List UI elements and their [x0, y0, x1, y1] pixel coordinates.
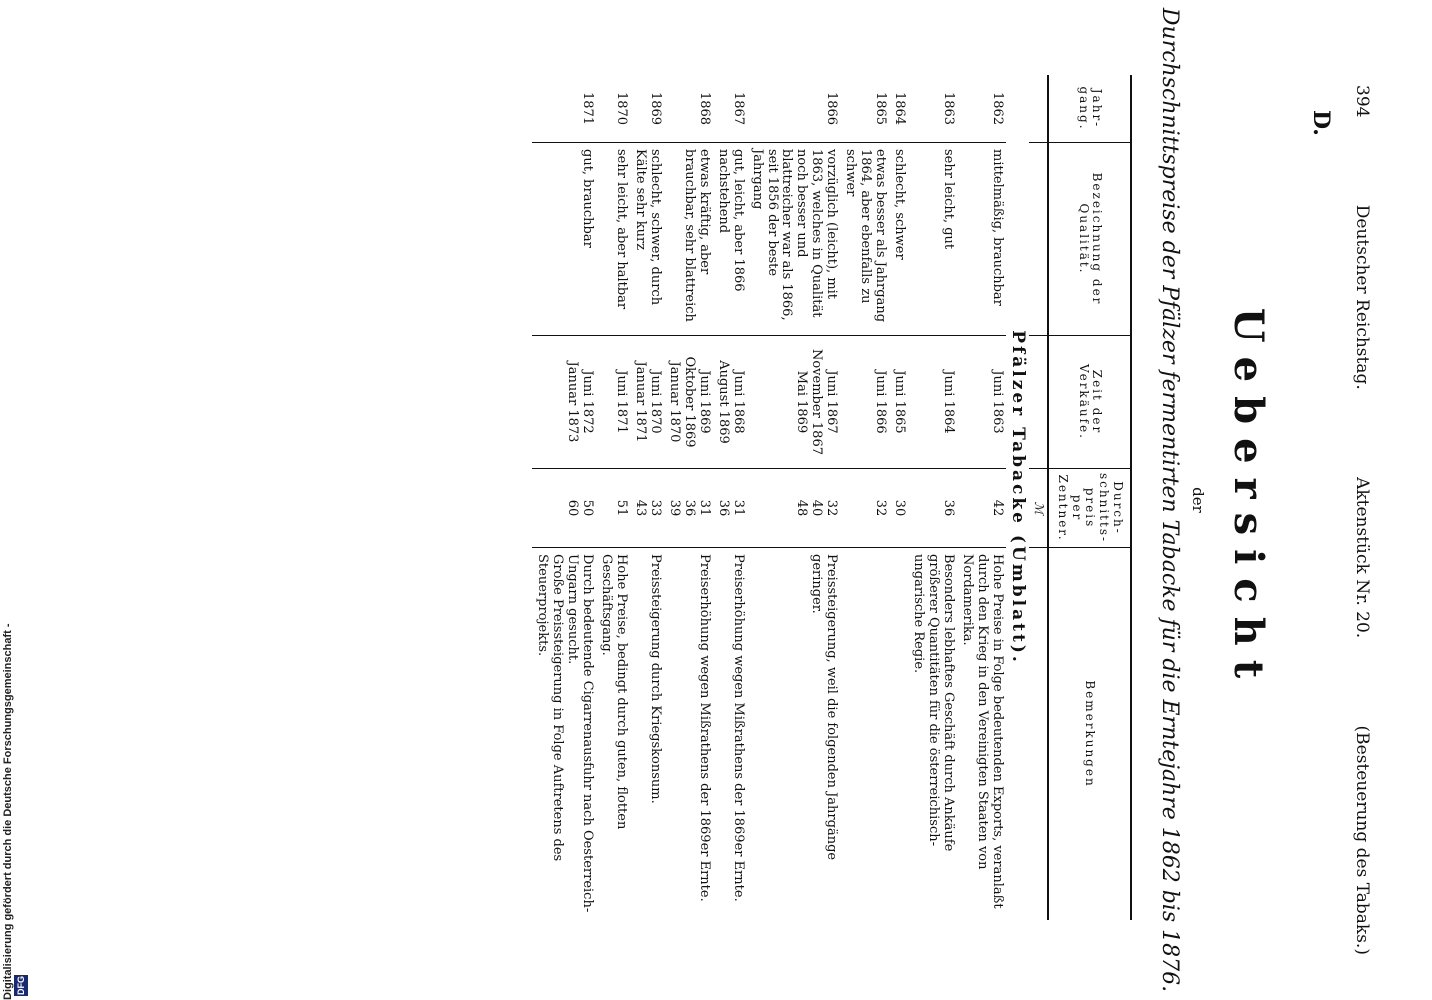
running-header — [1352, 85, 1372, 955]
header-remarks: Bemerkungen — [1048, 548, 1131, 920]
section-letter: D. — [1308, 110, 1334, 136]
table-row — [908, 75, 957, 920]
cell-year: 1871 — [580, 91, 596, 126]
cell-time: Juni 1870 Januar 1871 — [630, 336, 664, 469]
page-subtitle: Durchschnittspreise der Pfälzer fermentirten Tabacke für die Erntejahre 1862 bis 1876. — [1157, 7, 1182, 993]
cell-price: 33 43 — [630, 469, 664, 548]
title-connector: der — [1189, 487, 1207, 513]
table-row — [532, 75, 596, 920]
table-row — [713, 75, 747, 920]
cell-remarks: Hohe Preise, bedingt durch guten, flotten Geschäftsgang. — [596, 548, 630, 920]
cell-year: 1866 — [824, 91, 840, 126]
cell-year: 1870 — [614, 91, 630, 126]
cell-price: 51 — [596, 469, 630, 548]
cell-remarks: Preiserhöhung wegen Mißrathens der 1869er Ernte. — [713, 548, 747, 920]
cell-price: 30 — [889, 469, 908, 548]
cell-remarks: Preiserhöhung wegen Mißrathens der 1869er Ernte. — [664, 548, 713, 920]
cell-time: Juni 1863 — [957, 336, 1006, 469]
cell-quality: sehr leicht, gut — [908, 143, 957, 336]
table-row — [664, 75, 713, 920]
cell-year: 1864 — [892, 91, 908, 126]
cell-time: Juni 1866 — [840, 336, 889, 469]
cell-year: 1868 — [696, 91, 712, 126]
section-heading-row — [1006, 75, 1030, 920]
cell-price: 50 60 — [532, 469, 596, 548]
cell-remarks — [889, 548, 908, 920]
cell-price: 36 — [908, 469, 957, 548]
cell-quality: gut, brauchbar — [532, 143, 596, 336]
unit-row — [1029, 75, 1048, 920]
table-row — [596, 75, 630, 920]
cell-remarks: Besonders lebhaftes Geschäft durch Ankäufe größerer Quantitäten für die österreichisch-ungarische Regie. — [908, 548, 957, 920]
cell-quality: etwas besser als Jahrgang 1864, aber ebenfalls zu schwer — [840, 143, 889, 336]
cell-quality: schlecht, schwer — [889, 143, 908, 336]
table-row — [957, 75, 1006, 920]
cell-time: Juni 1869 Oktober 1869 Januar 1870 — [664, 336, 713, 469]
table-row — [747, 75, 841, 920]
page-number: 394 — [1352, 85, 1372, 118]
cell-quality: mittelmäßig, brauchbar — [957, 143, 1006, 336]
cell-year: 1869 — [647, 91, 663, 126]
table-row — [840, 75, 889, 920]
cell-time: Juni 1865 — [889, 336, 908, 469]
cell-time: Juni 1872 Januar 1873 — [532, 336, 596, 469]
cell-year: 1867 — [730, 91, 746, 126]
cell-quality: gut, leicht, aber 1866 nachstehend — [713, 143, 747, 336]
table-header-row — [1048, 75, 1131, 920]
cell-quality: vorzüglich (leicht), mit 1863, welches in Qualität noch besser und blattreicher war als 1866, seit 1856 der beste Jahrgang — [747, 143, 841, 336]
header-price: Durch-schnitts-preis per Zentner. — [1048, 469, 1131, 548]
cell-time: Juni 1864 — [908, 336, 957, 469]
header-left: Deutscher Reichstag. — [1352, 204, 1372, 390]
cell-price: 31 36 39 — [664, 469, 713, 548]
cell-time: Juni 1871 — [596, 336, 630, 469]
cell-price: 42 — [957, 469, 1006, 548]
cell-time: Juni 1868 August 1869 — [713, 336, 747, 469]
cell-quality: etwas kräftig, aber brauchbar, sehr blattreich — [664, 143, 713, 336]
digitization-text: Digitalisierung gefördert durch die Deutsche Forschungsgemeinschaft - — [2, 623, 14, 1000]
price-table — [532, 75, 1132, 920]
cell-price: 31 36 — [713, 469, 747, 548]
cell-quality: sehr leicht, aber haltbar — [596, 143, 630, 336]
page-title: Uebersicht — [1225, 307, 1272, 693]
header-center: Aktenstück Nr. 20. — [1352, 477, 1372, 639]
header-right: (Besteuerung des Tabaks.) — [1352, 725, 1372, 955]
cell-year: 1863 — [940, 91, 956, 126]
price-unit: ℳ — [1029, 469, 1048, 548]
header-quality: Bezeichnung der Qualität. — [1048, 143, 1131, 336]
cell-remarks: Durch bedeutende Cigarrenausfuhr nach Oesterreich-Ungarn gesucht. Große Preissteigerung in Folge Auftretens des Steuerprojekts. — [532, 548, 596, 920]
cell-price: 32 — [840, 469, 889, 548]
cell-remarks: Preissteigerung, weil die folgenden Jahrgänge geringer. — [747, 548, 841, 920]
cell-time: Juni 1867 November 1867 Mai 1869 — [747, 336, 841, 469]
cell-remarks: Hohe Preise in Folge bedeutenden Exports, veranlaßt durch den Krieg in den Vereinigten Staaten von Nordamerika. — [957, 548, 1006, 920]
cell-year: 1862 — [989, 91, 1005, 126]
cell-year: 1865 — [873, 91, 889, 126]
header-year: Jahr-gang. — [1048, 75, 1131, 143]
table-row — [630, 75, 664, 920]
cell-quality: schlecht, schwer, durch Kälte sehr kurz — [630, 143, 664, 336]
cell-remarks: Preissteigerung durch Kriegskonsum. — [630, 548, 664, 920]
digitization-note — [2, 600, 26, 1000]
table-row — [889, 75, 908, 920]
header-time: Zeit der Verkäufe. — [1048, 336, 1131, 469]
cell-remarks — [840, 548, 889, 920]
cell-price: 32 40 48 — [747, 469, 841, 548]
dfg-logo: DFG — [16, 976, 26, 995]
section-heading: Pfälzer Tabacke (Umblatt). — [1008, 330, 1029, 665]
